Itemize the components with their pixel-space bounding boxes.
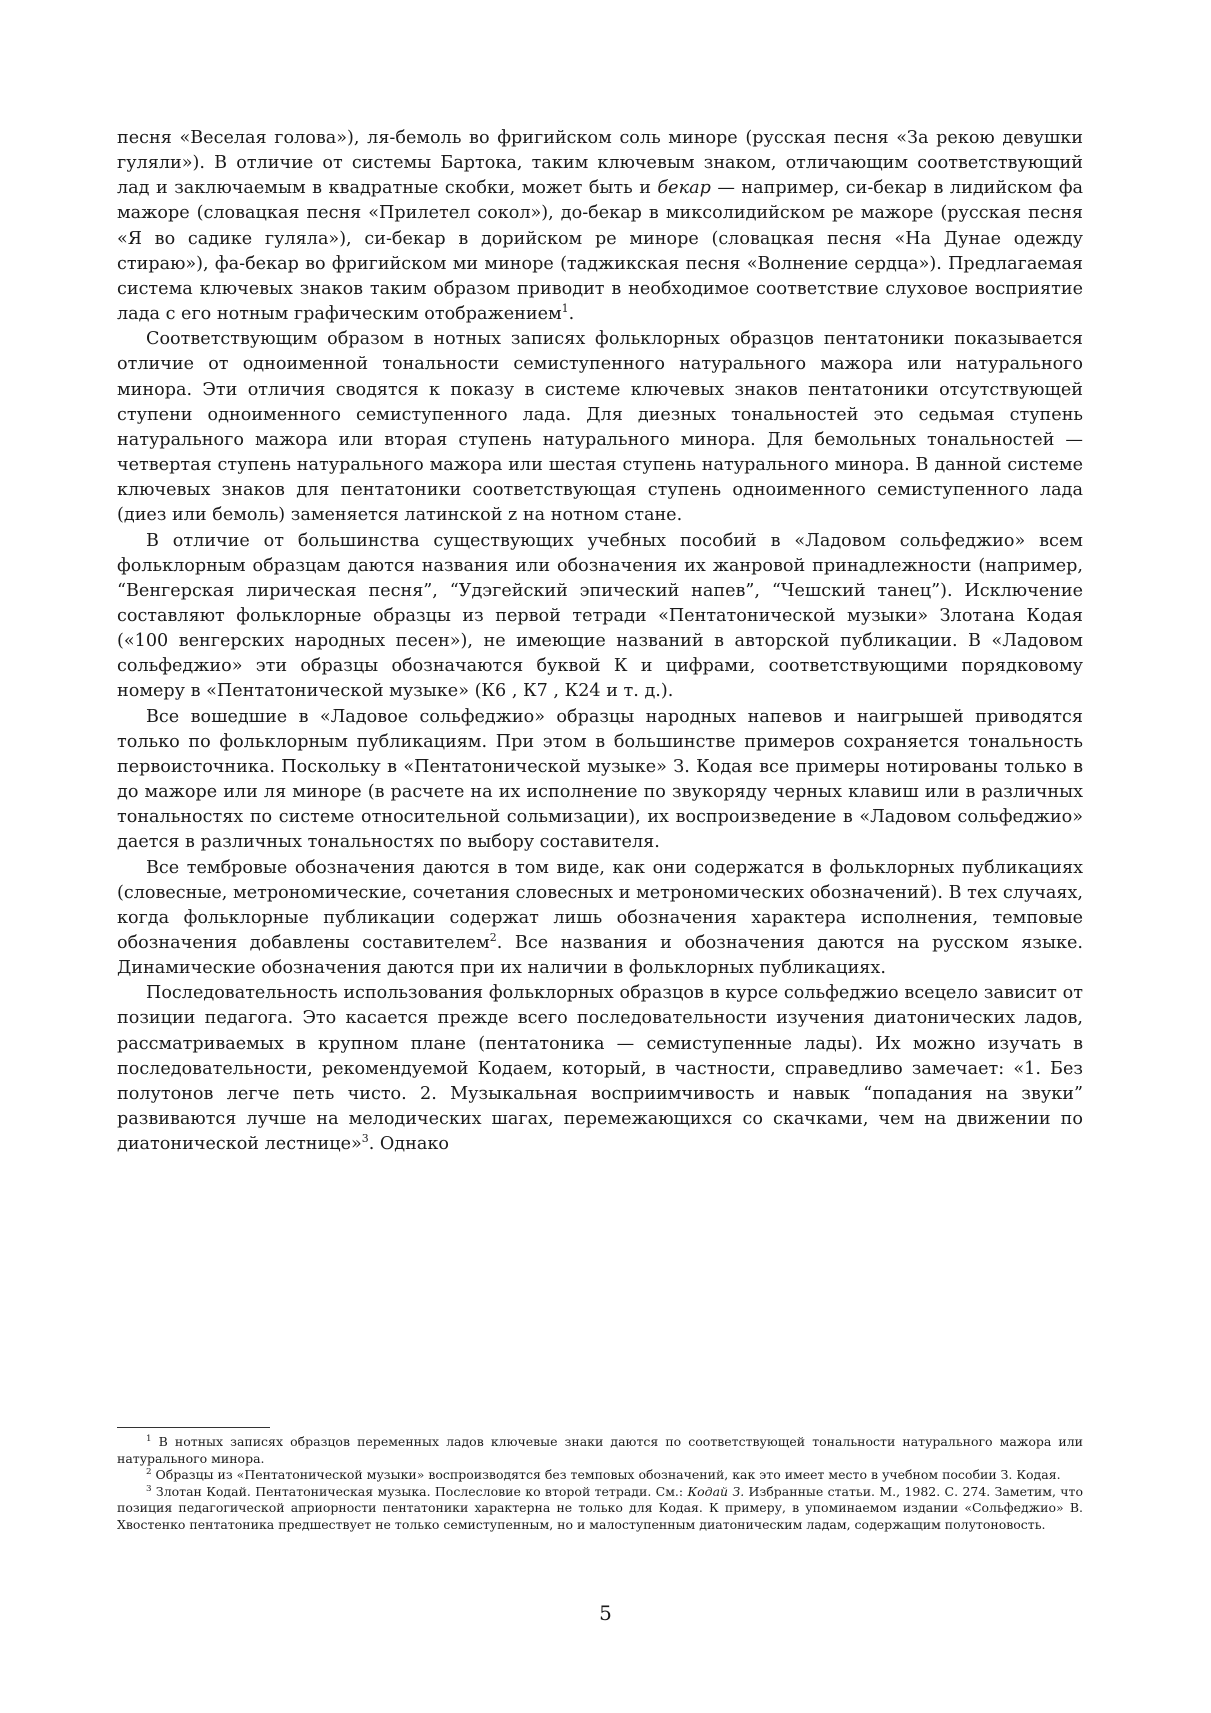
paragraph-4: Все вошедшие в «Ладовое сольфеджио» образцы народных напевов и наигрышей приводятся только по фольклорным публикациям. При этом в большинстве примеров сохраняется тональность первоисточника. Поскольку в «Пентатонической музыке» З. Кодая все примеры нотированы только в до мажоре или ля миноре (в расчете на их исполнение по звукоряду черных клавиш или в различных тональностях по системе относительной сольмизации), их воспроизведение в «Ладовом сольфеджио» дается в различных тональностях по выбору составителя. [117,706,1083,853]
footnote-1-text: В нотных записях образцов переменных ладов ключевые знаки даются по соответствующей тональности натурального мажора или натурального минора. [117,1434,1083,1466]
footnotes [117,1434,1083,1534]
paragraph-6-text-b: . Однако [368,1134,449,1155]
paragraph-1-text-b: — например, си-бекар в лидийском фа мажоре (словацкая песня «Прилетел сокол»), до-бекар в миксолидийском ре мажоре (русская песня «Я во садике гуляла»), си-бекар в дорийском ре миноре (словацкая песня «На Дунае одежду стираю»), фа-бекар во фригийском ми миноре (таджикская песня «Волнение сердца»). Предлагаемая система ключевых знаков таким образом приводит в необходимое соответствие слуховое восприятие лада с его нотным графическим отображением [117,178,1083,325]
paragraph-1-text-a: песня «Веселая голова»), ля-бемоль во фригийском соль миноре (русская песня «За рекою девушки гуляли»). В отличие от системы Бартока, таким ключевым знаком, отличающим соответствующий лад и заключаемым в квадратные скобки, может быть и [117,128,1083,199]
footnote-1 [117,1434,1083,1467]
paragraph-3: В отличие от большинства существующих учебных пособий в «Ладовом сольфеджио» всем фольклорным образцам даются названия или обозначения их жанровой принадлежности (например, “Венгерская лирическая песня”, “Удэгейский эпический напев”, “Чешский танец”). Исключение составляют фольклорные образцы из первой тетради «Пентатонической музыки» Злотана Кодая («100 венгерских народных песен»), не имеющие названий в авторской публикации. В «Ладовом сольфеджио» эти образцы обозначаются буквой К и цифрами, соответствующими порядковому номеру в «Пентатонической музыке» (К6 , К7 , К24 и т. д.). [117,530,1083,702]
footnote-ref-3[interactable]: 3 [361,1132,369,1146]
paragraph-1 [117,126,1083,327]
paragraph-5-text-a: Все тембровые обозначения даются в том виде, как они содержатся в фольклорных публикациях (словесные, метрономические, сочетания словесных и метрономических обозначений). В тех случаях, когда фольклорные публикации содержат лишь обозначения характера исполнения, темповые обозначения добавлены составителем [117,857,1083,953]
paragraph-6-text-a: Последовательность использования фольклорных образцов в курсе сольфеджио всецело зависит от позиции педагога. Это касается прежде всего последовательности изучения диатонических ладов, рассматриваемых в крупном плане (пентатоника — семиступенные лады). Их можно изучать в последовательности, рекомендуемой Кодаем, который, в частности, справедливо замечает: «1. Без полутонов легче петь чисто. 2. Музыкальная восприимчивость и навык “попадания на звуки” развиваются лучше на мелодических шагах, перемежающихся со скачками, чем на движении по диатонической лестнице» [117,983,1083,1155]
footnote-2 [117,1467,1083,1484]
paragraph-1-italic: бекар [657,178,711,199]
footnote-ref-2[interactable]: 2 [489,931,497,945]
footnote-3 [117,1484,1083,1534]
footnote-1-mark: 1 [146,1433,152,1444]
footnote-3-author-italic: Кодай З. [687,1483,745,1499]
paragraph-5 [117,856,1083,982]
paragraph-5-text-b: . Все названия и обозначения даются на русском языке. Динамические обозначения даются при их наличии в фольклорных публикациях. [117,933,1084,979]
paragraph-1-text-c: . [568,304,575,325]
footnote-2-mark: 2 [146,1467,152,1478]
footnote-3-text-a: Злотан Кодай. Пентатоническая музыка. Послесловие ко второй тетради. См.: [151,1483,688,1499]
main-text [117,126,1083,1157]
footnote-ref-1[interactable]: 1 [561,302,569,316]
paragraph-6 [117,981,1083,1157]
page-number: 5 [599,1601,612,1625]
footnote-divider [117,1427,270,1428]
footnote-2-text: Образцы из «Пентатонической музыки» воспроизводятся без темповых обозначений, как это имеет место в учебном пособии З. Кодая. [151,1467,1061,1483]
footnote-3-text-b: Избранные статьи. М., 1982. С. 274. Заметим, что позиция педагогической априорности пентатоники характерна не только для Кодая. К примеру, в упоминаемом издании «Сольфеджио» В. Хвостенко пентатоника предшествует не только семиступенным, но и малоступенным диатоническим ладам, содержащим полутоновость. [117,1483,1083,1532]
footnote-3-mark: 3 [146,1483,152,1494]
paragraph-2: Соответствующим образом в нотных записях фольклорных образцов пентатоники показывается отличие от одноименной тональности семиступенного натурального мажора или натурального минора. Эти отличия сводятся к показу в системе ключевых знаков пентатоники отсутствующей ступени одноименного семиступенного лада. Для диезных тональностей это седьмая ступень натурального мажора или вторая ступень натурального минора. Для бемольных тональностей — четвертая ступень натурального мажора или шестая ступень натурального минора. В данной системе ключевых знаков для пентатоники соответствующая ступень одноименного семиступенного лада (диез или бемоль) заменяется латинской z на нотном стане. [117,329,1083,526]
